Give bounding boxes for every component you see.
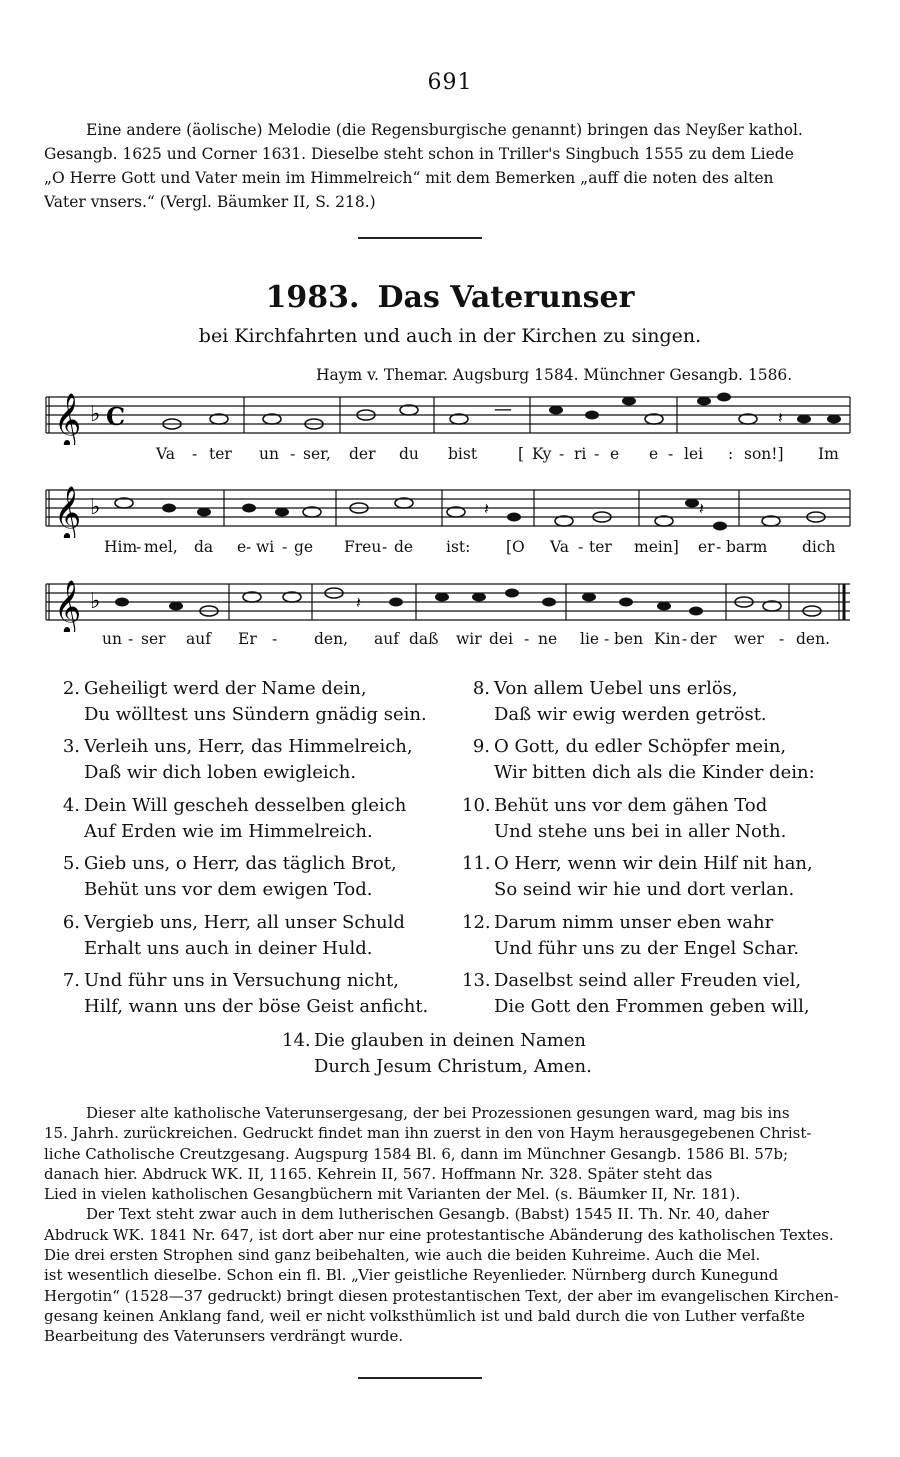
commentary-line: Hergotin“ (1528—37 gedruckt) bringt diesen protestantischen Text, der aber im evangelischen Kirchen- (44, 1286, 839, 1305)
syllable: - (779, 630, 785, 648)
commentary-line: Dieser alte katholische Vaterunsergesang, der bei Prozessionen gesungen ward, mag bis ins (86, 1104, 790, 1122)
syllable: er (698, 538, 715, 556)
treble-clef-icon: 𝄞 (54, 485, 82, 538)
intro-line: Vater vnsers.“ (Vergl. Bäumker II, S. 218.) (44, 193, 376, 211)
commentary-line: Die drei ersten Strophen sind ganz beibehalten, wie auch die beiden Kuhreime. Auch die Mel. (44, 1246, 761, 1265)
svg-text:𝄽: 𝄽 (484, 499, 489, 518)
syllable: - (290, 445, 296, 463)
svg-text:𝄽: 𝄽 (699, 499, 704, 518)
commentary-line: Der Text steht zwar auch in dem lutherischen Gesangb. (Babst) 1545 II. Th. Nr. 40, daher (86, 1205, 769, 1224)
syllable: den, (314, 630, 349, 648)
verse-number: 8. (472, 678, 490, 699)
hymn-number: 1983. (265, 280, 360, 315)
syllable: der (690, 630, 717, 648)
verse (52, 793, 406, 845)
verse-line: Vergieb uns, Herr, all unser Schuld (84, 912, 405, 933)
verse-number: 9. (472, 736, 490, 757)
verse (52, 910, 405, 962)
syllable: da (194, 538, 214, 556)
syllable: - (716, 538, 722, 556)
syllable: un (259, 445, 279, 463)
syllable: wer (734, 630, 764, 648)
syllable: dei (489, 630, 514, 648)
syllable: [O (506, 538, 525, 556)
verse (462, 968, 810, 1020)
syllable: Freu (344, 538, 382, 556)
syllable: lie (580, 630, 600, 648)
syllable: - (524, 630, 530, 648)
verse-line: O Gott, du edler Schöpfer mein, (494, 736, 787, 757)
verse-line: Daß wir ewig werden getröst. (494, 704, 767, 725)
syllable: - (272, 630, 278, 648)
syllable: bist (448, 445, 478, 463)
syllable: dich (802, 538, 836, 556)
verse-number: 2. (62, 678, 80, 699)
verse (462, 734, 815, 786)
syllable: Va (156, 445, 176, 463)
verse-line: Und stehe uns bei in aller Noth. (494, 821, 787, 842)
verse-line: Wir bitten dich als die Kinder dein: (494, 762, 815, 783)
verse-line: Daselbst seind aller Freuden viel, (494, 970, 802, 991)
verse-line: Hilf, wann uns der böse Geist anficht. (84, 996, 429, 1017)
lyrics-line-2 (44, 538, 852, 560)
verse-number: 4. (62, 795, 80, 816)
music-staff-1 (44, 385, 852, 445)
syllable: - (128, 630, 134, 648)
verse-line: Und führ uns zu der Engel Schar. (494, 938, 800, 959)
syllable: ter (209, 445, 232, 463)
svg-text:—: — (494, 399, 512, 420)
syllable: ser (141, 630, 166, 648)
verse-line: Die Gott den Frommen geben will, (494, 996, 810, 1017)
commentary-line: Bearbeitung des Vaterunsers verdrängt wurde. (44, 1327, 404, 1346)
syllable: lei (684, 445, 704, 463)
syllable: de (394, 538, 414, 556)
verse-line: Und führ uns in Versuchung nicht, (84, 970, 399, 991)
svg-text:𝄽: 𝄽 (356, 593, 361, 612)
syllable: barm (726, 538, 768, 556)
syllable: wi (256, 538, 275, 556)
verse-line: Durch Jesum Christum, Amen. (314, 1056, 592, 1077)
commentary-line: Abdruck WK. 1841 Nr. 647, ist dort aber nur eine protestantische Abänderung des katholischen Textes. (44, 1225, 834, 1244)
syllable: den. (796, 630, 831, 648)
verse-number: 12. (462, 912, 491, 933)
syllable: e (610, 445, 620, 463)
syllable: - (246, 538, 252, 556)
syllable: Im (818, 445, 839, 463)
verse-line: Die glauben in deinen Namen (314, 1030, 587, 1051)
verse-line: Verleih uns, Herr, das Himmelreich, (84, 736, 413, 757)
syllable: e (649, 445, 659, 463)
commentary-paragraph (44, 1103, 850, 1347)
verse (52, 968, 428, 1020)
syllable: - (668, 445, 674, 463)
verse (52, 734, 413, 786)
syllable: Va (550, 538, 570, 556)
intro-paragraph (44, 118, 850, 214)
syllable: - (559, 445, 565, 463)
syllable: der (349, 445, 376, 463)
verse-line: O Herr, wenn wir dein Hilf nit han, (494, 853, 813, 874)
commentary-line: Lied in vielen katholischen Gesangbüchern mit Varianten der Mel. (s. Bäumker II, Nr. 181). (44, 1185, 741, 1204)
verse-line: Von allem Uebel uns erlös, (494, 678, 738, 699)
syllable: - (594, 445, 600, 463)
syllable: Him (104, 538, 138, 556)
verse (52, 851, 397, 903)
syllable: auf (186, 630, 211, 648)
verse (52, 676, 427, 728)
intro-line: Gesangb. 1625 und Corner 1631. Dieselbe steht schon in Triller's Singbuch 1555 zu dem Liede (44, 145, 794, 163)
svg-text:C: C (106, 402, 126, 431)
hymn-heading (0, 280, 900, 315)
syllable: ge (294, 538, 314, 556)
syllable: - (578, 538, 584, 556)
syllable: e (237, 538, 247, 556)
verse (462, 793, 786, 845)
svg-text:♭: ♭ (90, 402, 101, 427)
syllable: - (192, 445, 198, 463)
verse-line: Auf Erden wie im Himmelreich. (84, 821, 373, 842)
syllable: mein] (634, 538, 679, 556)
syllable: du (399, 445, 419, 463)
syllable: un (102, 630, 122, 648)
syllable: - (682, 630, 688, 648)
syllable: [ (518, 445, 525, 463)
verse-number: 3. (62, 736, 80, 757)
syllable: ben (614, 630, 644, 648)
verse-number: 7. (62, 970, 80, 991)
music-staff-3 (44, 572, 852, 632)
svg-text:𝄽: 𝄽 (778, 408, 783, 427)
syllable: ist: (446, 538, 471, 556)
commentary-line: 15. Jahrh. zurückreichen. Gedruckt findet man ihn zuerst in den von Haym herausgegebenen Christ- (44, 1124, 812, 1143)
verse-number: 13. (462, 970, 491, 991)
intro-line: Eine andere (äolische) Melodie (die Regensburgische genannt) bringen das Neyßer kathol. (86, 121, 803, 139)
verse (462, 910, 799, 962)
page-number: 691 (427, 70, 473, 95)
syllable: wir (456, 630, 482, 648)
treble-clef-icon: 𝄞 (54, 579, 82, 632)
syllable: ter (589, 538, 612, 556)
commentary-line: ist wesentlich dieselbe. Schon ein fl. Bl. „Vier geistliche Reyenlieder. Nürnberg durch Kunegund (44, 1266, 779, 1285)
syllable: : (728, 445, 734, 463)
syllable: mel, (144, 538, 178, 556)
verse-line: Behüt uns vor dem gähen Tod (494, 795, 768, 816)
verse-line: Geheiligt werd der Name dein, (84, 678, 367, 699)
verse-number: 6. (62, 912, 80, 933)
hymn-attribution: Haym v. Themar. Augsburg 1584. Münchner Gesangb. 1586. (316, 366, 793, 384)
verse-line: Gieb uns, o Herr, das täglich Brot, (84, 853, 397, 874)
commentary-line: danach hier. Abdruck WK. II, 1165. Kehrein II, 567. Hoffmann Nr. 328. Später steht das (44, 1164, 713, 1183)
hymn-subtitle: bei Kirchfahrten und auch in der Kirchen zu singen. (198, 325, 702, 347)
verse-line: Erhalt uns auch in deiner Huld. (84, 938, 373, 959)
verse-line: Du wölltest uns Sündern gnädig sein. (84, 704, 427, 725)
verse (462, 851, 813, 903)
music-staff-2 (44, 478, 852, 538)
divider-rule (358, 237, 482, 239)
syllable: son!] (744, 445, 784, 463)
verse-line: Darum nimm unser eben wahr (494, 912, 774, 933)
commentary-line: gesang keinen Anklang fand, weil er nicht volksthümlich ist und bald durch die von Luther verfaßte (44, 1306, 805, 1325)
syllable: ne (538, 630, 558, 648)
syllable: daß (409, 630, 439, 648)
syllable: auf (374, 630, 399, 648)
lyrics-line-3 (44, 630, 852, 652)
divider-rule (358, 1377, 482, 1379)
verse (462, 676, 767, 728)
verse (282, 1028, 592, 1080)
syllable: - (136, 538, 142, 556)
lyrics-line-1 (44, 445, 852, 467)
verse-line: Behüt uns vor dem ewigen Tod. (84, 879, 373, 900)
commentary-line: liche Catholische Creutzgesang. Augspurg 1584 Bl. 6, dann im Münchner Gesangb. 1586 Bl. 57b; (44, 1144, 789, 1163)
verse-number: 14. (282, 1030, 311, 1051)
intro-line: „O Herre Gott und Vater mein im Himmelreich“ mit dem Bemerken „auff die noten des alten (44, 169, 774, 187)
syllable: - (282, 538, 288, 556)
verse-number: 11. (462, 853, 491, 874)
verse-line: Daß wir dich loben ewigleich. (84, 762, 357, 783)
verse-line: Dein Will gescheh desselben gleich (84, 795, 407, 816)
verse-number: 10. (462, 795, 491, 816)
syllable: Ky (532, 445, 552, 463)
svg-text:♭: ♭ (90, 589, 101, 614)
svg-text:♭: ♭ (90, 495, 101, 520)
verse-line: So seind wir hie und dort verlan. (494, 879, 795, 900)
syllable: - (604, 630, 610, 648)
syllable: - (382, 538, 388, 556)
syllable: ri (574, 445, 587, 463)
syllable: ser, (303, 445, 331, 463)
treble-clef-icon: 𝄞 (54, 392, 82, 445)
verse-number: 5. (62, 853, 80, 874)
syllable: Er (238, 630, 257, 648)
syllable: Kin (654, 630, 681, 648)
hymn-title: Das Vaterunser (377, 280, 635, 315)
